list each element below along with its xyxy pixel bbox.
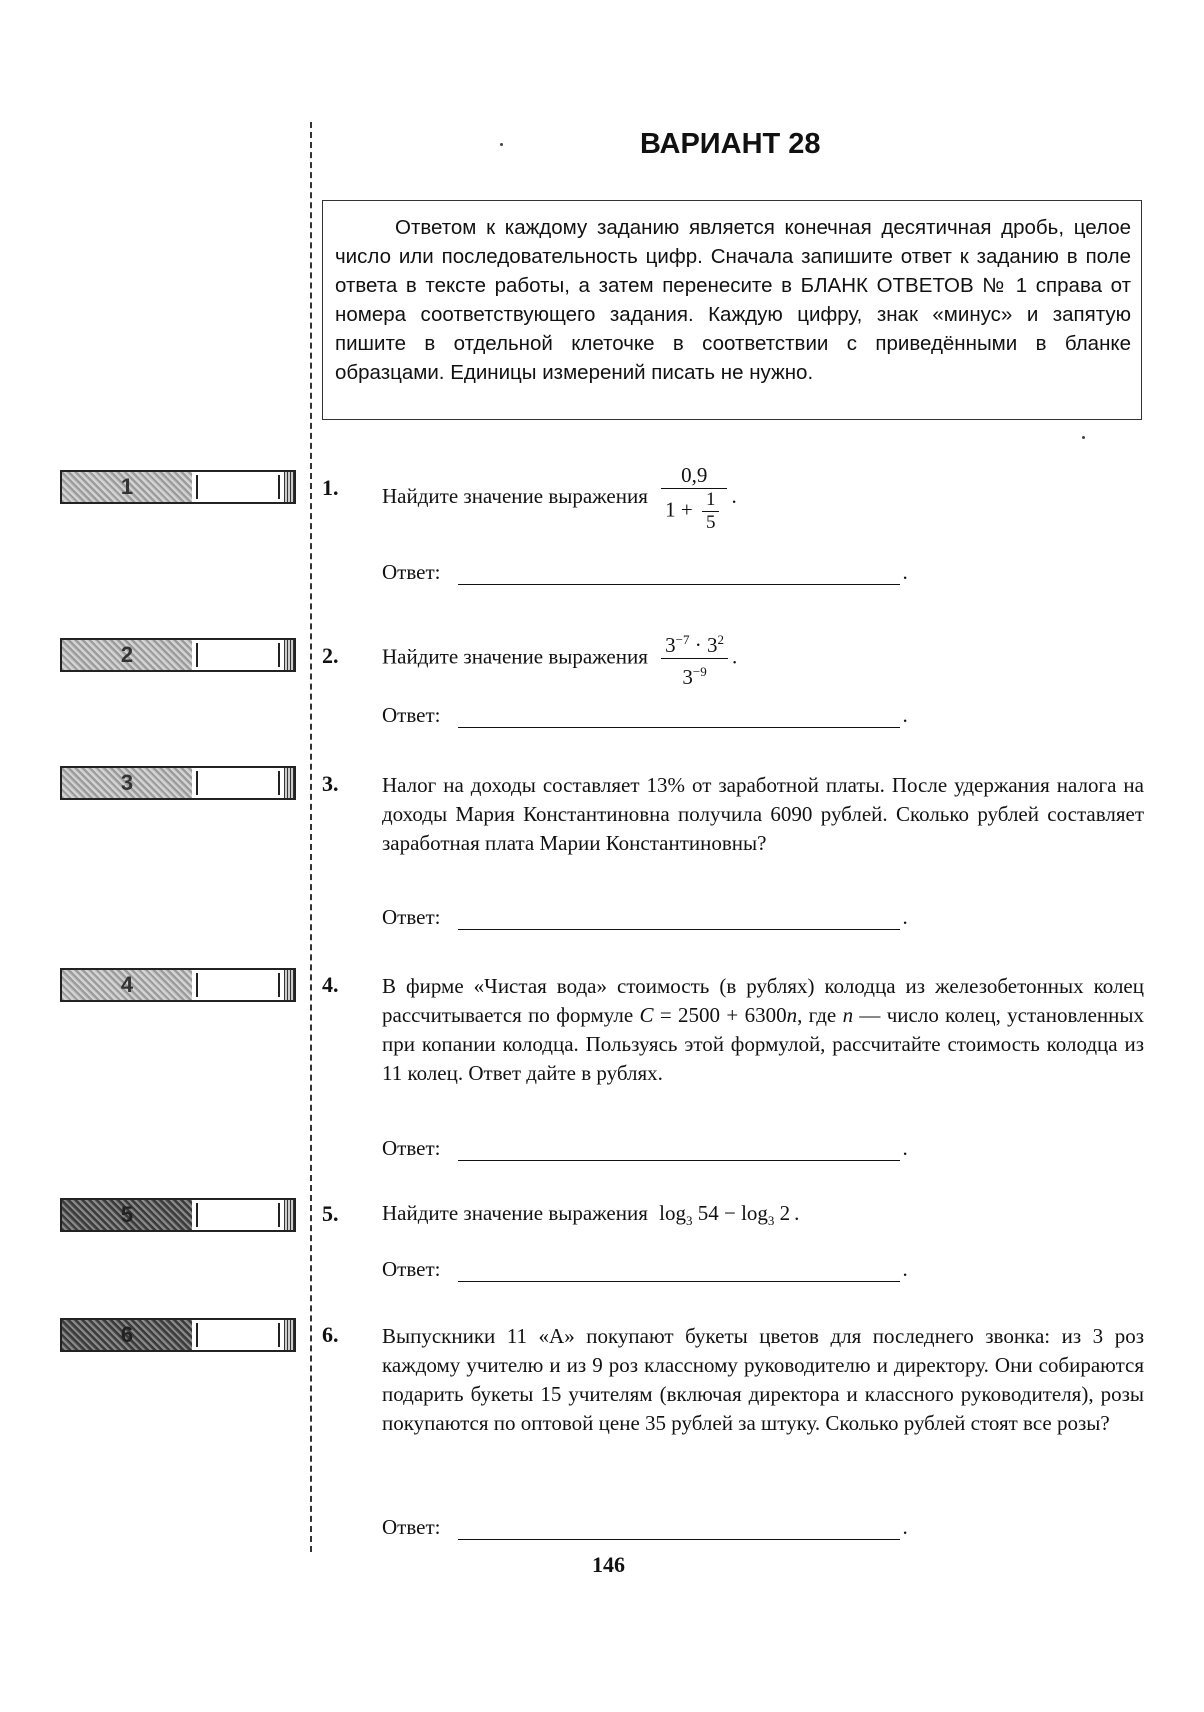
marker-label: 2 — [62, 640, 192, 670]
denominator-whole: 1 + — [665, 497, 693, 522]
marker-cell — [196, 973, 280, 997]
answer-period: . — [902, 1257, 908, 1281]
answer-period: . — [902, 703, 908, 727]
task-number: 1. — [322, 475, 339, 500]
answer-period: . — [902, 1515, 908, 1539]
answer-row-6 — [382, 1515, 908, 1540]
answer-marker-5 — [60, 1198, 296, 1232]
marker-end — [284, 1320, 294, 1350]
marker-cell — [196, 643, 280, 667]
marker-end — [284, 472, 294, 502]
cut-line — [310, 122, 312, 1552]
task-number: 3. — [322, 771, 339, 796]
task-number: 6. — [322, 1322, 339, 1347]
answer-row-4 — [382, 1136, 908, 1161]
task-text-part: — число колец, установленных при копании колодца. Пользуясь этой формулой, рассчитайте стоимость колодца из 11 колец. Ответ дайте в рублях. — [382, 1003, 1145, 1085]
task-4-text — [382, 972, 1144, 1088]
end-period: . — [731, 483, 737, 508]
marker-end — [284, 640, 294, 670]
task-number: 4. — [322, 972, 339, 997]
power-exponent: −9 — [692, 664, 707, 679]
multiply-sign: · — [694, 633, 702, 657]
variable-n: n — [842, 1003, 854, 1027]
power-exponent: −7 — [675, 632, 690, 647]
variable-c: C — [639, 1003, 654, 1027]
answer-field-4[interactable] — [458, 1138, 900, 1161]
marker-cell — [196, 1203, 280, 1227]
page-title: ВАРИАНТ 28 — [640, 128, 821, 160]
nested-numerator: 1 — [702, 489, 720, 512]
answer-label: Ответ: — [382, 905, 441, 929]
answer-field-2[interactable] — [458, 705, 900, 728]
answer-row-2 — [382, 703, 908, 728]
log-base: 3 — [767, 1213, 775, 1229]
task-number: 2. — [322, 643, 339, 668]
answer-field-1[interactable] — [458, 562, 900, 585]
marker-end — [284, 970, 294, 1000]
task-5-text — [382, 1201, 799, 1229]
instructions-box: Ответом к каждому заданию является конечная десятичная дробь, целое число или последовательность цифр. Сначала запишите ответ к заданию в поле ответа в тексте работы, а затем перенесите в БЛАНК ОТВЕТОВ № 1 справа от номера соответствующего задания. Каждую цифру, знак «минус» и запятую пишите в отдельной клеточке в соответствии с приведёнными в бланке образцами. Единицы измерений писать не нужно. — [322, 200, 1142, 420]
task-text-part: В фирме «Чистая вода» стоимость (в рублях) колодца из железобетонных колец рассчитывается по формуле — [382, 974, 1144, 1027]
answer-marker-6 — [60, 1318, 296, 1352]
answer-row-1 — [382, 560, 908, 585]
power-base: 3 — [682, 665, 693, 689]
log-argument: 54 − — [692, 1201, 742, 1225]
nested-denominator: 5 — [705, 512, 716, 533]
marker-end — [284, 1200, 294, 1230]
answer-period: . — [902, 560, 908, 584]
fraction — [661, 627, 728, 690]
answer-field-6[interactable] — [458, 1517, 900, 1540]
task-prompt: Найдите значение выражения — [382, 483, 648, 508]
answer-marker-4 — [60, 968, 296, 1002]
fraction-denominator — [661, 489, 727, 534]
task-text-part: , где — [797, 1003, 843, 1027]
answer-label: Ответ: — [382, 1136, 441, 1160]
scan-speck — [1082, 436, 1085, 439]
answer-period: . — [902, 1136, 908, 1160]
fraction — [661, 462, 727, 534]
power-base: 3 — [706, 633, 718, 657]
log-function: log — [741, 1201, 768, 1225]
task-1-text — [382, 462, 737, 534]
task-number: 5. — [322, 1201, 339, 1226]
page-number: 146 — [592, 1552, 625, 1577]
fraction-numerator — [661, 627, 728, 659]
power-exponent: 2 — [717, 632, 724, 647]
answer-label: Ответ: — [382, 1257, 441, 1281]
marker-cell — [196, 475, 280, 499]
end-period: . — [794, 1201, 800, 1225]
marker-label: 4 — [62, 970, 192, 1000]
marker-cell — [196, 1323, 280, 1347]
task-2-text — [382, 627, 737, 690]
answer-period: . — [902, 905, 908, 929]
task-text-part: = 2500 + 6300 — [653, 1003, 787, 1027]
task-6-text: Выпускники 11 «А» покупают букеты цветов для последнего звонка: из 3 роз каждому учителю и из 9 роз классному руководителю и директору. Они собираются подарить букеты 15 учителям (включая директора и классного руководителя), розы покупаются по оптовой цене 35 рублей за штуку. Сколько рублей стоят все розы? — [382, 1324, 1144, 1435]
nested-fraction — [702, 489, 720, 534]
variable-n: n — [786, 1003, 798, 1027]
answer-row-3 — [382, 905, 908, 930]
scan-speck — [500, 143, 503, 146]
answer-label: Ответ: — [382, 560, 441, 584]
task-prompt: Найдите значение выражения — [382, 644, 648, 669]
fraction-denominator — [661, 659, 728, 690]
answer-field-3[interactable] — [458, 907, 900, 930]
answer-row-5 — [382, 1257, 908, 1282]
marker-label: 6 — [62, 1320, 192, 1350]
answer-field-5[interactable] — [458, 1259, 900, 1282]
answer-label: Ответ: — [382, 1515, 441, 1539]
log-argument: 2 — [774, 1201, 791, 1225]
answer-marker-1 — [60, 470, 296, 504]
task-prompt: Найдите значение выражения — [382, 1201, 648, 1225]
marker-label: 1 — [62, 472, 192, 502]
marker-label: 5 — [62, 1200, 192, 1230]
log-function: log — [659, 1201, 686, 1225]
task-3-text: Налог на доходы составляет 13% от заработной платы. После удержания налога на доходы Мария Константиновна получила 6090 рублей. Сколько рублей составляет заработная плата Марии Константиновны? — [382, 773, 1144, 855]
answer-marker-2 — [60, 638, 296, 672]
end-period: . — [731, 644, 738, 669]
log-base: 3 — [685, 1213, 693, 1229]
marker-end — [284, 768, 294, 798]
power-base: 3 — [665, 633, 676, 657]
answer-marker-3 — [60, 766, 296, 800]
log-expression — [659, 1201, 800, 1229]
marker-cell — [196, 771, 280, 795]
marker-label: 3 — [62, 768, 192, 798]
fraction-numerator: 0,9 — [661, 462, 727, 489]
answer-label: Ответ: — [382, 703, 441, 727]
